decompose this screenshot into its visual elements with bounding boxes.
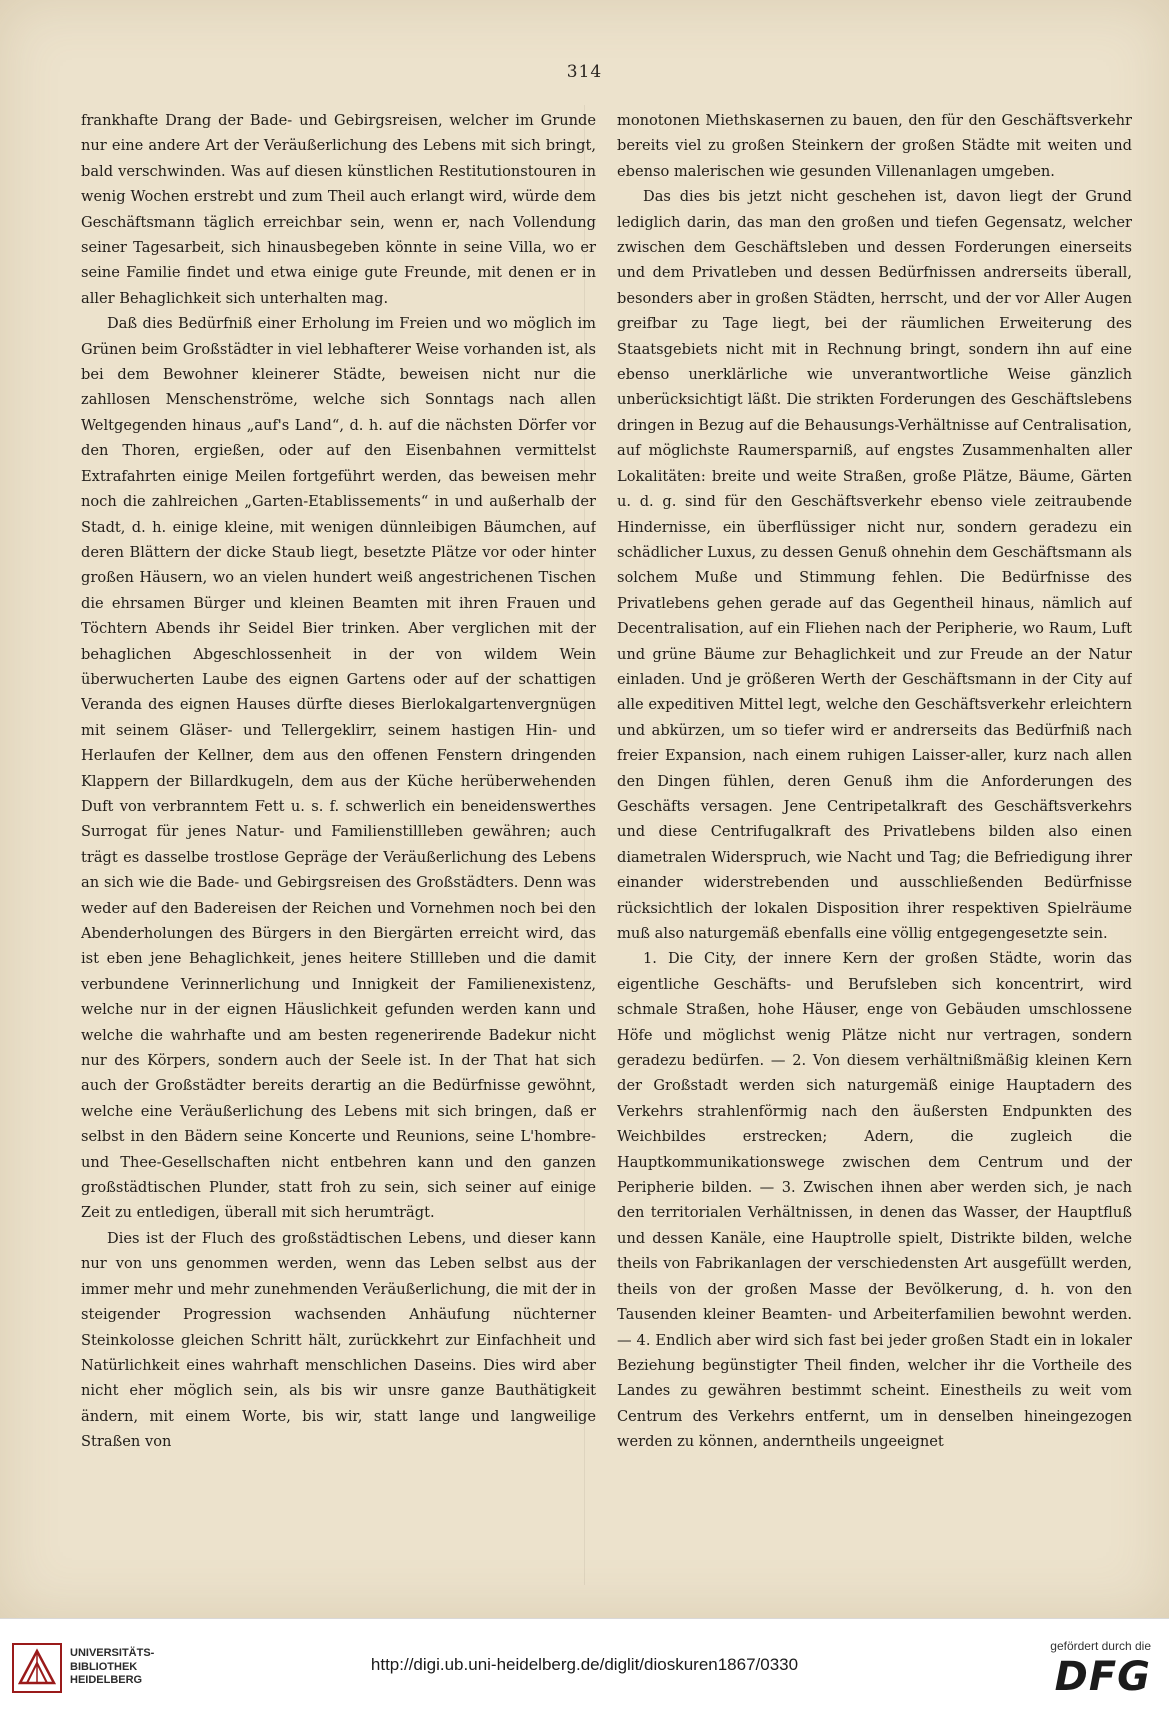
right-paragraph-1: monotonen Miethskasernen zu bauen, den für den Geschäftsverkehr bereits viel zu großen Steinkern der großen Städte mit weiten und ebenso malerischen wie gesunden Villenanlagen umgeben. [617, 112, 1132, 180]
right-paragraph-3: 1. Die City, der innere Kern der großen Städte, worin das eigentliche Geschäfts- und Berufsleben sich koncentrirt, wird schmale Straßen, hohe Häuser, enge von Gebäuden umschlossene Höfe und möglichst wenig Plätze nicht nur vertragen, sondern geradezu bedürfen. — 2. Von diesem verhältnißmäßig kleinen Kern der Großstadt werden sich naturgemäß einige Hauptadern des Verkehrs strahlenförmig nach den äußersten Endpunkten des Weichbildes erstrecken; Adern, die zugleich die Hauptkommunikationswege zwischen dem Centrum und der Peripherie bilden. — 3. Zwischen ihnen aber werden sich, je nach den territorialen Verhältnissen, in denen das Wasser, der Hauptfluß und dessen Kanäle, eine Hauptrolle spielt, Distrikte bilden, welche theils von Fabrikanlagen der verschiedensten Art ausgefüllt werden, theils von der großen Masse der Bevölkerung, d. h. von den Tausenden kleiner Beamten- und Arbeiterfamilien bewohnt werden. — 4. Endlich aber wird sich fast bei jeder großen Stadt ein in lokaler Beziehung begünstigter Theil finden, welcher ihr die Vortheile des Landes zu gewähren bestimmt scheint. Einestheils zu weit vom Centrum des Verkehrs entfernt, um in denselben hineingezogen werden zu können, anderntheils ungeeignet [617, 950, 1132, 1451]
funding-credit [1050, 1639, 1151, 1700]
column-divider [584, 105, 585, 1585]
institution-name-line: HEIDELBERG [70, 1674, 143, 1686]
left-paragraph-2: Daß dies Bedürfniß einer Erholung im Freien und wo möglich im Grünen beim Großstädter in viel lebhafterer Weise vorhanden ist, als bei dem Bewohner kleinerer Städte, beweisen nicht nur die zahllosen Menschenströme, welche sich Sonntags nach allen Weltgegenden hinaus „auf's Land“, d. h. auf die nächsten Dörfer vor den Thoren, ergießen, oder auf den Eisenbahnen vermittelst Extrafahrten einige Meilen fortgeführt werden, das beweisen mehr noch die zahlreichen „Garten-Etablissements“ in und außerhalb der Stadt, d. h. einige kleine, mit wenigen dünnleibigen Bäumchen, auf deren Blättern der dicke Staub liegt, besetzte Plätze vor oder hinter großen Häusern, wo an vielen hundert weiß angestrichenen Tischen die ehrsamen Bürger und kleinen Beamten mit ihren Frauen und Töchtern Abends ihr Seidel Bier trinken. Aber verglichen mit der behaglichen Abgeschlossenheit in der von wildem Wein überwucherten Laube des eignen Gartens oder auf der schattigen Veranda des eignen Hauses dürfte dieses Bierlokalgartenvergnügen mit seinem Gläser- und Tellergeklirr, seinem hastigen Hin- und Herlaufen der Kellner, dem aus den offenen Fenstern dringenden Klappern der Billardkugeln, dem aus der Küche herüberwehenden Duft von verbranntem Fett u. s. f. schwerlich ein beneidenswerthes Surrogat für jenes Natur- und Familienstillleben gewähren; auch trägt es dasselbe trostlose Gepräge der Veräußerlichung des Lebens an sich wie die Bade- und Gebirgsreisen des Großstädters. Denn was weder auf den Badereisen der Reichen und Vornehmen noch bei den Abenderholungen des Bürgers in den Biergärten erreicht wird, das ist eben jene Behaglichkeit, jenes heitere Stillleben und die damit verbundene Verinnerlichung und Innigkeit der Familienexistenz, welche nur in der eignen Häuslichkeit gefunden werden kann und welche die wahrhafte und am besten regenerirende Badekur nicht nur des Körpers, sondern auch der Seele ist. In der That hat sich auch der Großstädter bereits derartig an die Bedürfnisse gewöhnt, welche eine Veräußerlichung des Lebens mit sich bringen, daß er selbst in den Bädern seine Koncerte und Reunions, seine L'hombre- und Thee-Gesellschaften nicht entbehren kann und den ganzen großstädtischen Plunder, statt froh zu sein, sich seiner auf einige Zeit zu entledigen, überall mit sich herumträgt. [81, 315, 596, 1222]
left-paragraph-3: Dies ist der Fluch des großstädtischen Lebens, und dieser kann nur von uns genommen werden, wenn das Leben selbst aus der immer mehr und mehr zunehmenden Veräußerlichung, die mit der in steigender Progression wachsenden Anhäufung nüchterner Steinkolosse gleichen Schritt hält, zurückkehrt zur Einfachheit und Natürlichkeit eines wahrhaft menschlichen Daseins. Dies wird aber nicht eher möglich sein, als bis wir unsre ganze Bauthätigkeit ändern, mit einem Worte, bis wir, statt lange und langweilige Straßen von [81, 1229, 596, 1451]
institution-name-line: BIBLIOTHEK [70, 1660, 138, 1673]
page-number: 314 [566, 62, 603, 82]
permalink-url[interactable]: http://digi.ub.uni-heidelberg.de/diglit/dioskuren1867/0330 [370, 1655, 799, 1674]
institution-name-line: UNIVERSITÄTS- [70, 1647, 155, 1659]
right-column [617, 108, 1132, 1588]
left-column [81, 108, 596, 1588]
footer-bar [0, 1618, 1169, 1716]
dfg-logo: DFG [1054, 1654, 1151, 1700]
left-paragraph-1: frankhafte Drang der Bade- und Gebirgsreisen, welcher im Grunde nur eine andere Art der Veräußerlichung des Lebens mit sich bringt, bald verschwinden. Was auf diesen künstlichen Restitutionstouren in wenig Wochen erstrebt und zum Theil auch erlangt wird, würde dem Geschäftsmann täglich erreichbar sein, wenn er, nach Vollendung seiner Tagesarbeit, sich hinausbegeben könnte in seine Villa, wo er seine Familie findet und etwa einige gute Freunde, mit denen er in aller Behaglichkeit sich unterhalten mag. [81, 112, 596, 307]
funding-label: gefördert durch die [1050, 1639, 1151, 1653]
right-paragraph-2: Das dies bis jetzt nicht geschehen ist, davon liegt der Grund lediglich darin, das man den großen und tiefen Gegensatz, welcher zwischen dem Geschäftsleben und dessen Forderungen einerseits und dem Privatleben und dessen Bedürfnissen andrerseits überall, besonders aber in großen Städten, herrscht, und der vor Aller Augen greifbar zu Tage liegt, bei der räumlichen Erweiterung des Staatsgebiets nicht mit in Rechnung bringt, sondern ihn auf eine ebenso unerklärliche wie unverantwortliche Weise gänzlich unberücksichtigt läßt. Die strikten Forderungen des Geschäftslebens dringen in Bezug auf die Behausungs-Verhältnisse auf Centralisation, auf möglichste Raumersparniß, auf engstes Zusammenhalten aller Lokalitäten: breite und weite Straßen, große Plätze, Bäume, Gärten u. d. g. sind für den Geschäftsverkehr ebenso viele zeitraubende Hindernisse, ein überflüssiger nicht nur, sondern geradezu ein schädlicher Luxus, zu dessen Genuß ohnehin dem Geschäftsmann als solchem Muße und Stimmung fehlen. Die Bedürfnisse des Privatlebens gehen gerade auf das Gegentheil hinaus, nämlich auf Decentralisation, auf ein Fliehen nach der Peripherie, wo Raum, Luft und grüne Bäume zur Behaglichkeit und zur Freude an der Natur einladen. Und je größeren Werth der Geschäftsmann in der City auf alle expeditiven Mittel legt, welche den Geschäftsverkehr erleichtern und abkürzen, um so tiefer wird er andrerseits das Bedürfniß nach freier Expansion, nach einem ruhigen Laisser-aller, kurz nach allen den Dingen fühlen, deren Genuß ihm die Anforderungen des Geschäfts versagen. Jene Centripetalkraft des Geschäftsverkehrs und diese Centrifugalkraft des Privatlebens bilden also einen diametralen Widerspruch, wie Nacht und Tag; die Befriedigung ihrer einander widerstrebenden und ausschließenden Bedürfnisse rücksichtlich der lokalen Disposition ihrer respektiven Spielräume muß also naturgemäß ebenfalls eine völlig entgegengesetzte sein. [617, 188, 1132, 942]
